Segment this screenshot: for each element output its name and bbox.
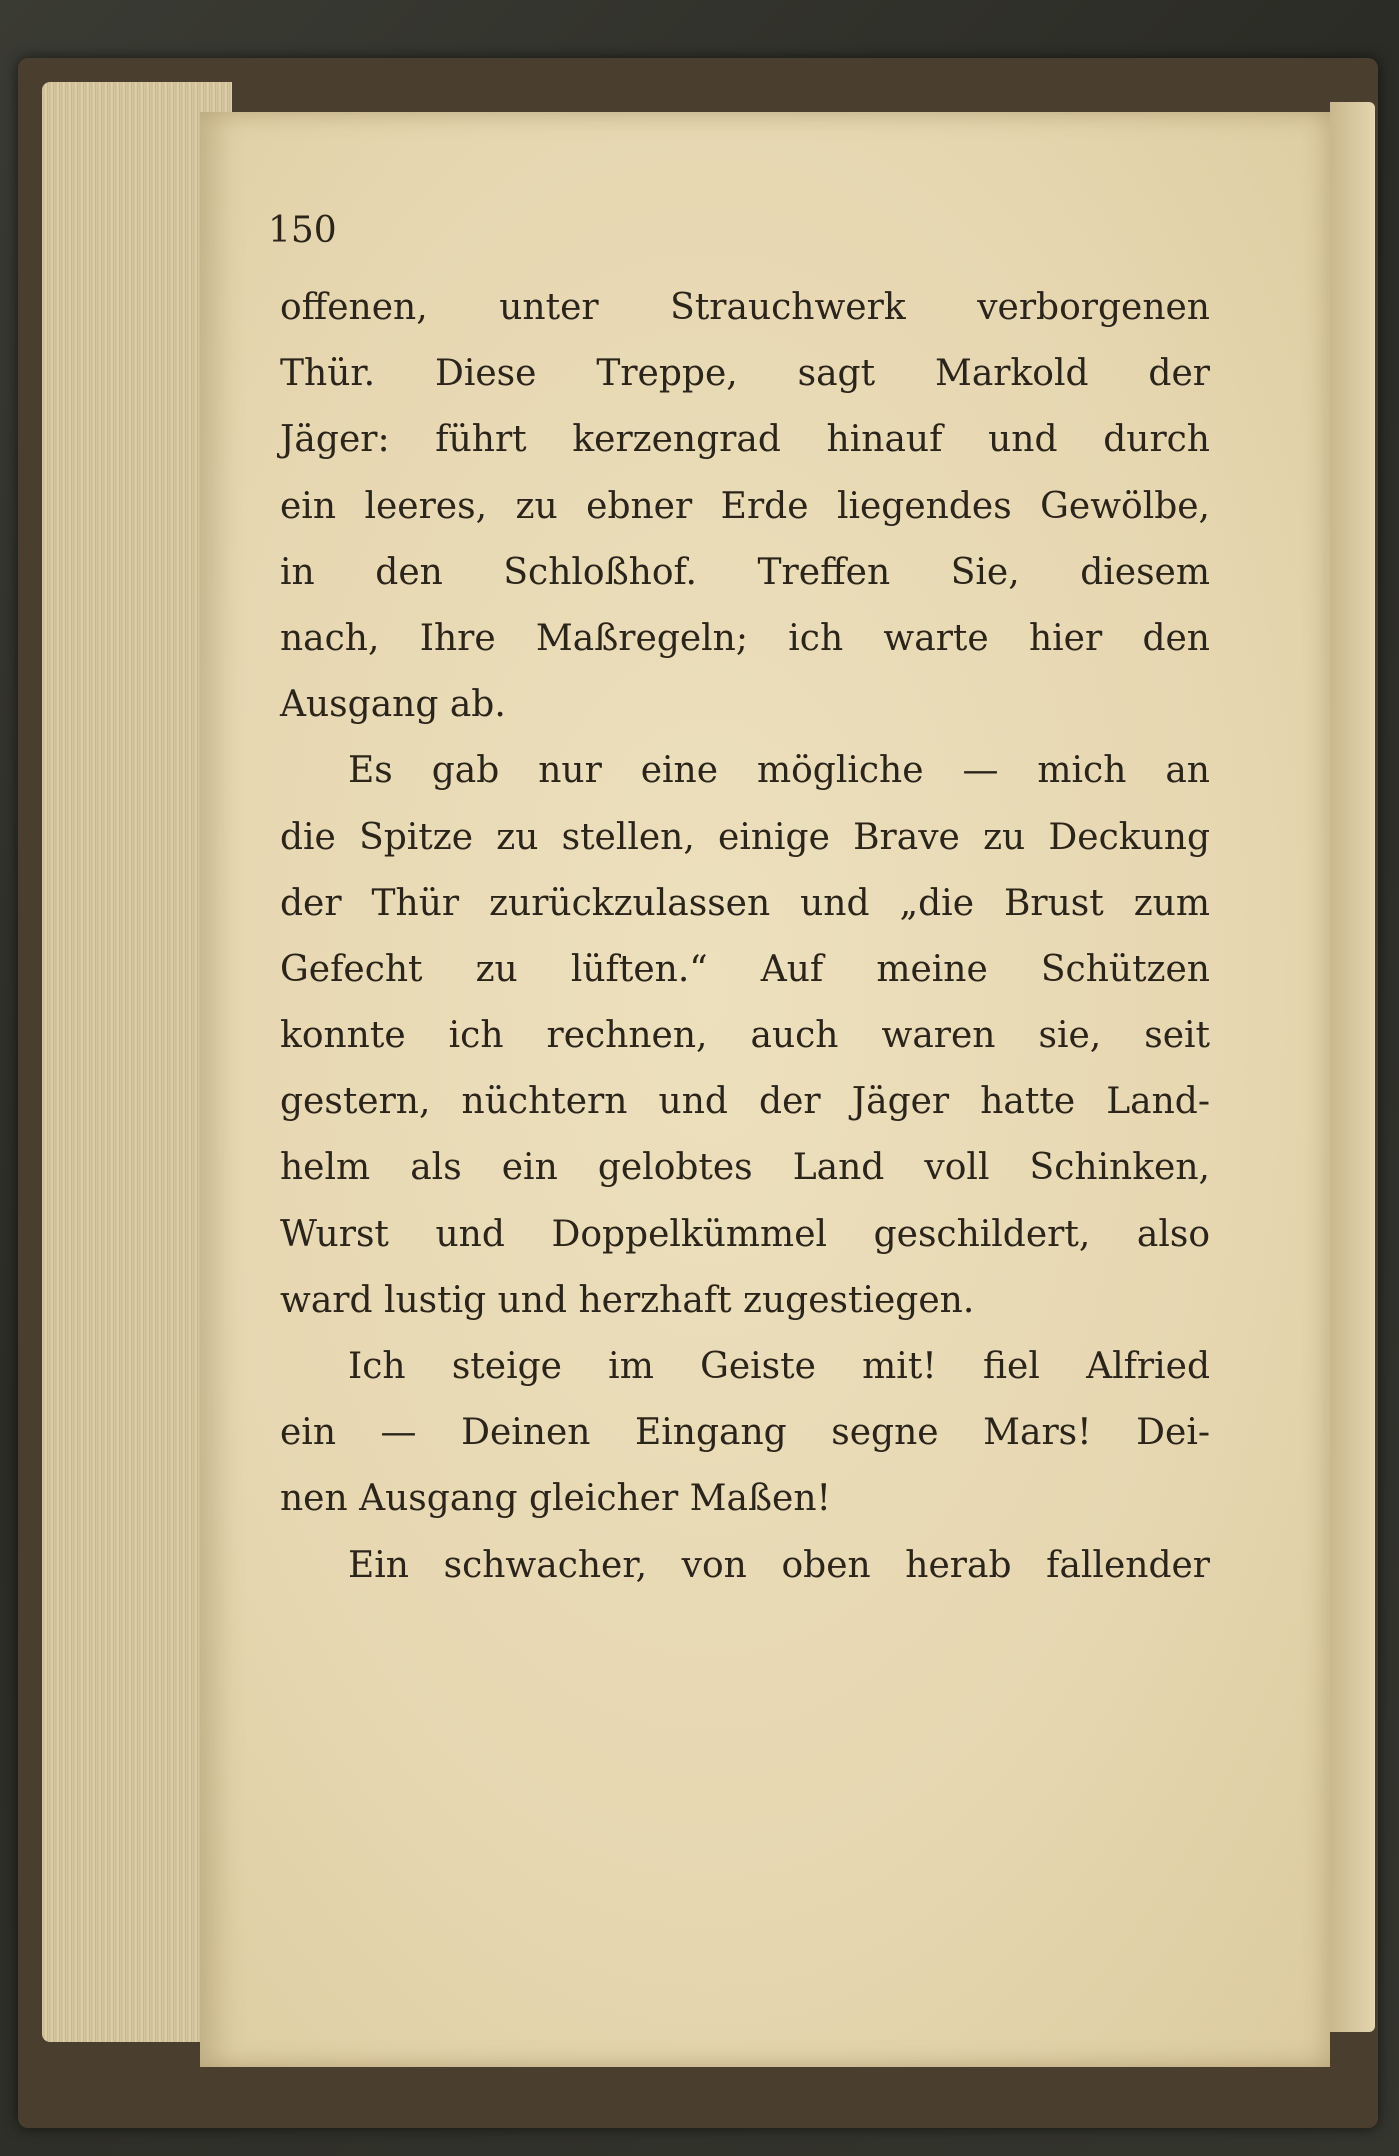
text-line: Gefecht zu lüften.“ Auf meine Schützen [280, 948, 1210, 990]
page-text [280, 275, 1210, 1599]
text-line: ein — Deinen Eingang segne Mars! Dei- [280, 1412, 1210, 1454]
text-line: helm als ein gelobtes Land voll Schinken, [280, 1147, 1210, 1189]
text-line: gestern, nüchtern und der Jäger hatte Land- [280, 1081, 1210, 1123]
facing-page-edge [1330, 102, 1375, 2032]
text-line: ward lustig und herzhaft zugestiegen. [280, 1279, 975, 1321]
text-line: in den Schloßhof. Treffen Sie, diesem [280, 551, 1210, 593]
text-line: Jäger: führt kerzengrad hinauf und durch [280, 419, 1210, 461]
text-line: Ich steige im Geiste mit! fiel Alfried [348, 1346, 1210, 1387]
text-line: die Spitze zu stellen, einige Brave zu Deckung [280, 816, 1210, 858]
page-number: 150 [268, 210, 337, 251]
text-line: konnte ich rechnen, auch waren sie, seit [280, 1015, 1210, 1057]
text-line: Wurst und Doppelkümmel geschildert, also [280, 1213, 1210, 1255]
text-line: der Thür zurückzulassen und „die Brust zum [280, 882, 1210, 924]
text-line: nach, Ihre Maßregeln; ich warte hier den [280, 617, 1210, 659]
text-line: Thür. Diese Treppe, sagt Markold der [280, 353, 1210, 395]
text-line: ein leeres, zu ebner Erde liegendes Gewölbe, [280, 485, 1210, 527]
text-line: Ausgang ab. [280, 684, 506, 726]
text-line: Ein schwacher, von oben herab fallender [348, 1544, 1210, 1586]
text-line: Es gab nur eine mögliche — mich an [348, 750, 1210, 792]
text-line: offenen, unter Strauchwerk verborgenen [280, 287, 1210, 328]
text-line: nen Ausgang gleicher Maßen! [280, 1478, 831, 1520]
